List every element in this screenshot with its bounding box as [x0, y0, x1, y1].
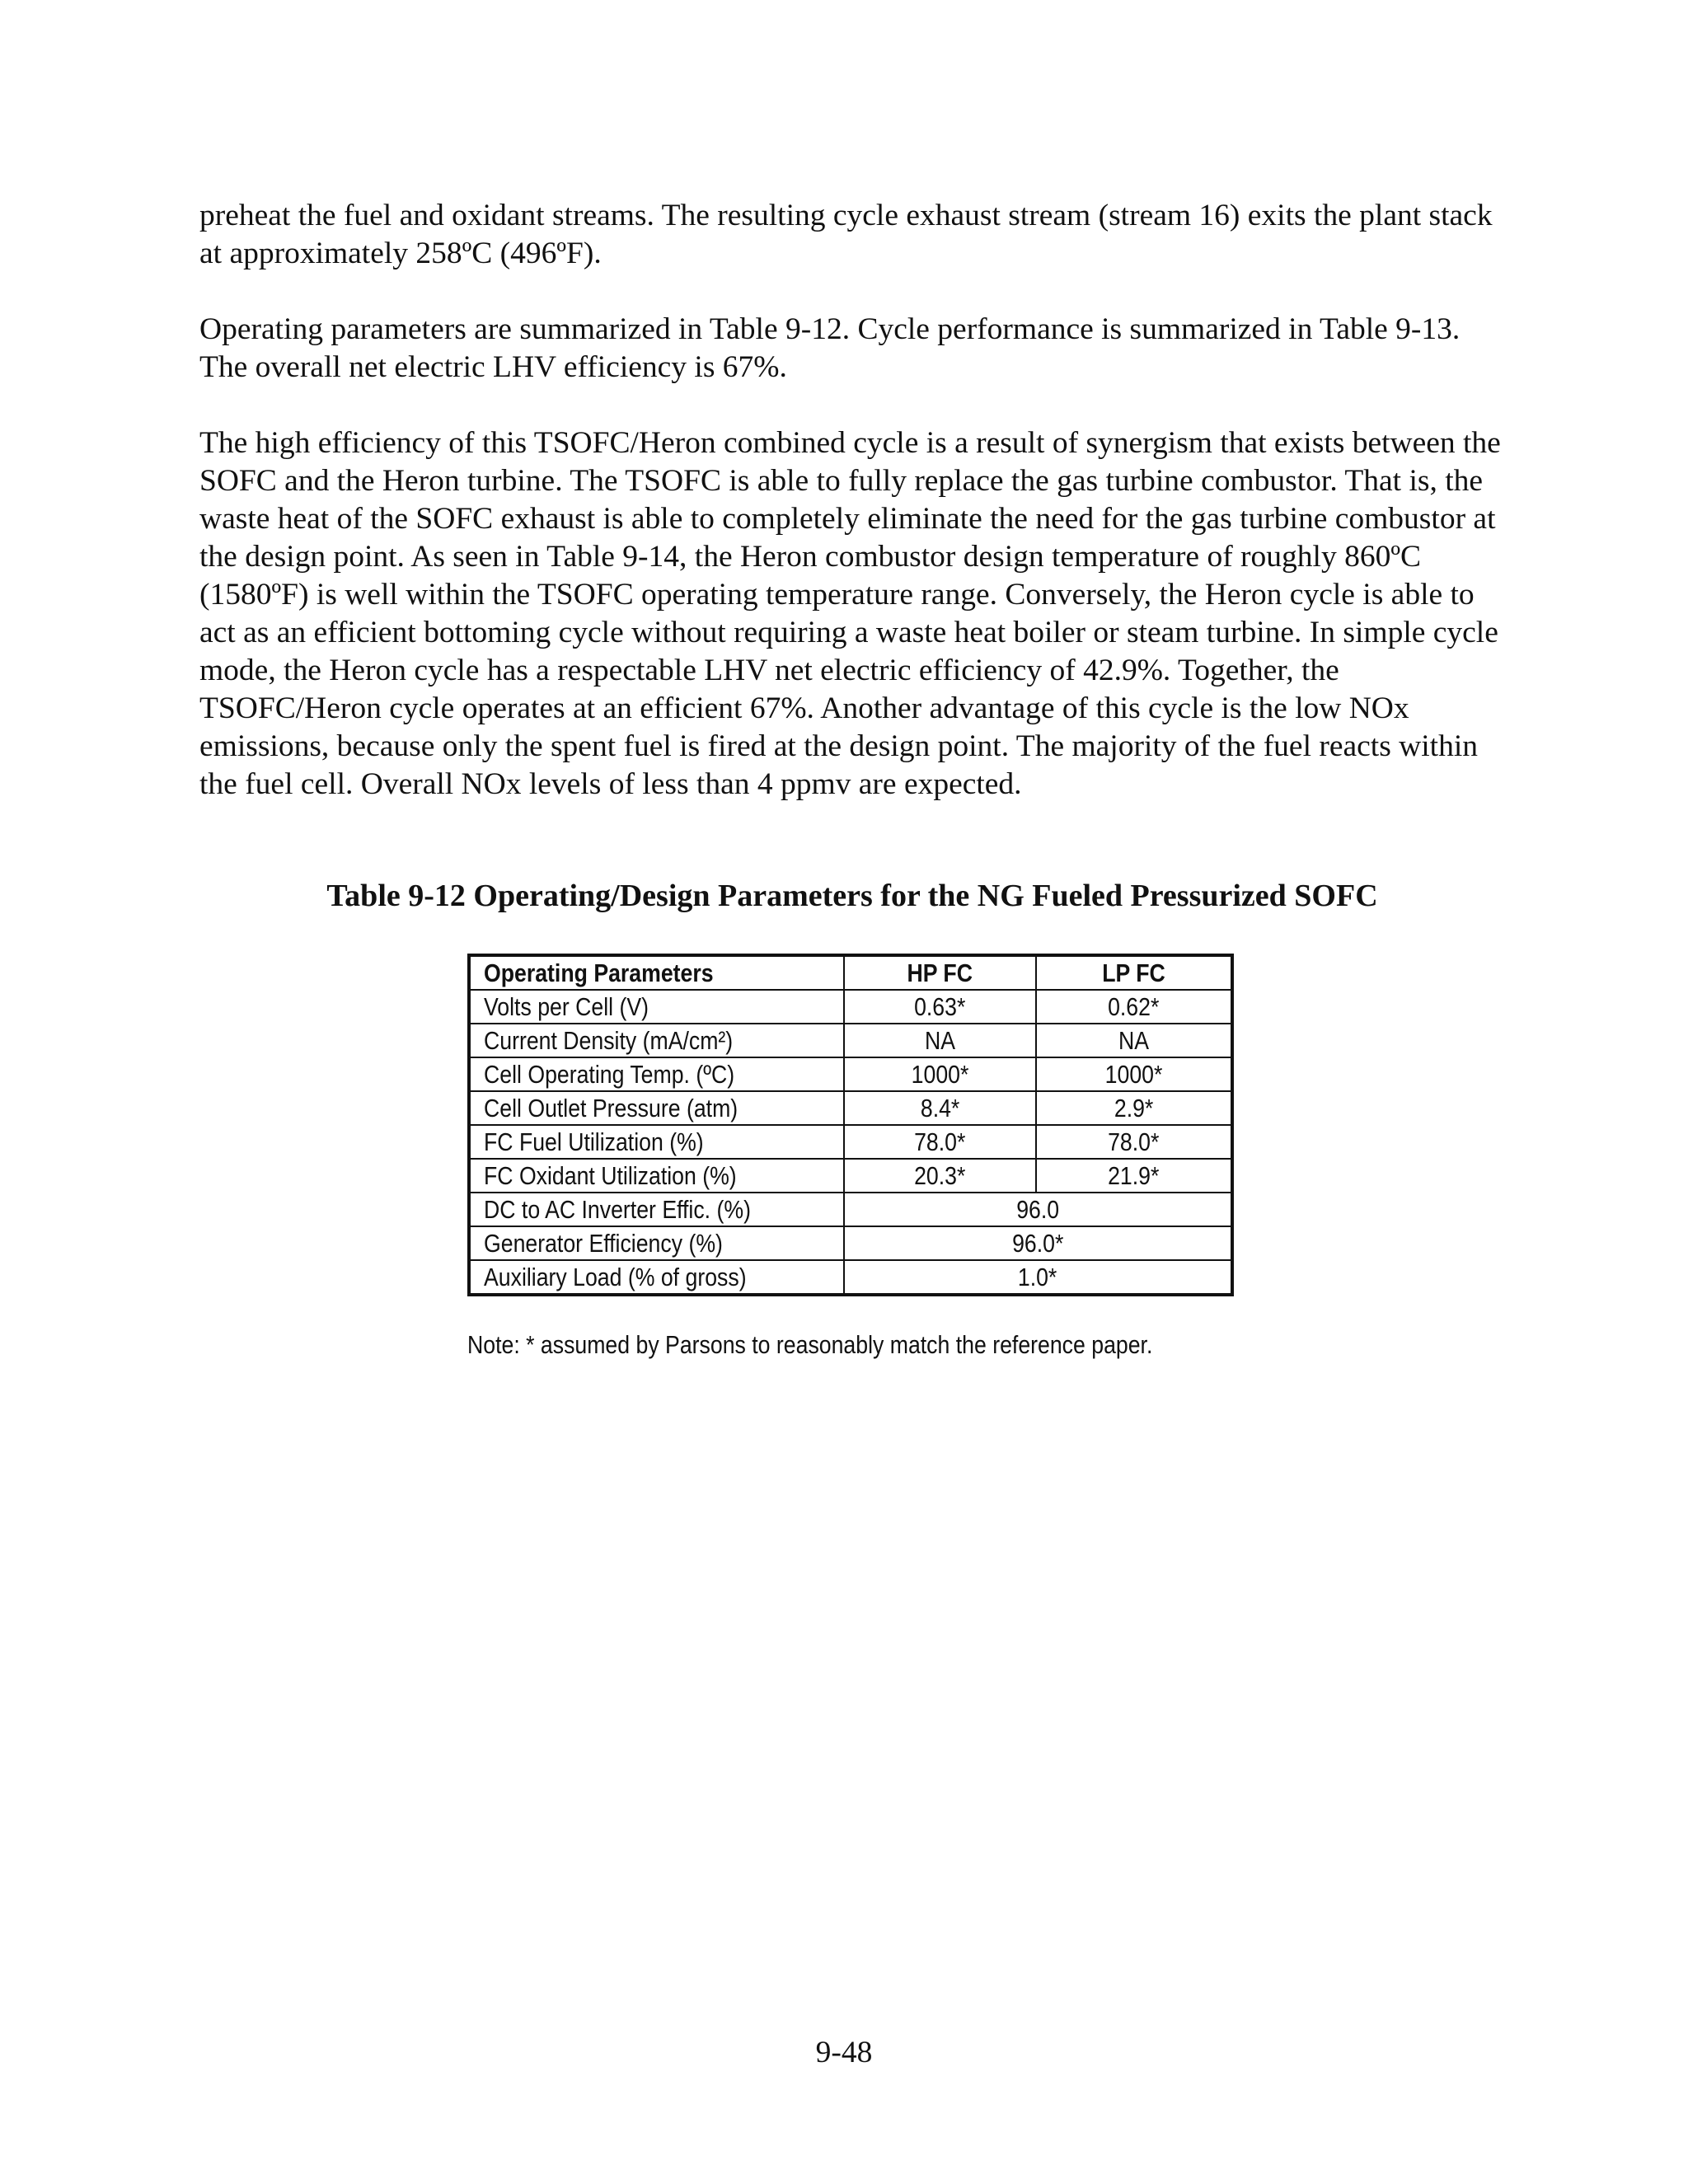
table-row [469, 990, 1232, 1024]
table-cell: 0.62* [1036, 990, 1232, 1024]
paragraph: The high efficiency of this TSOFC/Heron combined cycle is a result of synergism that exists between the SOFC and the Heron turbine. The TSOFC is able to fully replace the gas turbine combustor. That is, the waste heat of the SOFC exhaust is able to completely eliminate the need for the gas turbine combustor at the design point. As seen in Table 9-14, the Heron combustor design temperature of roughly 860ºC (1580ºF) is well within the TSOFC operating temperature range. Conversely, the Heron cycle is able to act as an efficient bottoming cycle without requiring a waste heat boiler or steam turbine. In simple cycle mode, the Heron cycle has a respectable LHV net electric efficiency of 42.9%. Together, the TSOFC/Heron cycle operates at an efficient 67%. Another advantage of this cycle is the low NOx emissions, because only the spent fuel is fired at the design point. The majority of the fuel reacts within the fuel cell. Overall NOx levels of less than 4 ppmv are expected. [199, 426, 1501, 801]
table-cell: FC Oxidant Utilization (%) [469, 1159, 844, 1193]
paragraph: Operating parameters are summarized in Table 9-12. Cycle performance is summarized in Table 9-13. The overall net electric LHV efficiency is 67%. [199, 312, 1461, 384]
table-cell: 1000* [1036, 1057, 1232, 1091]
table-cell: Cell Outlet Pressure (atm) [469, 1091, 844, 1125]
table-cell: NA [1036, 1024, 1232, 1057]
table-cell: 2.9* [1036, 1091, 1232, 1125]
table-cell: NA [844, 1024, 1036, 1057]
table-row [469, 1226, 1232, 1260]
table-cell: FC Fuel Utilization (%) [469, 1125, 844, 1159]
table-row [469, 1091, 1232, 1125]
parameters-table [467, 954, 1234, 1296]
table-cell: 78.0* [1036, 1125, 1232, 1159]
table-cell: 8.4* [844, 1091, 1036, 1125]
table-title: Table 9-12 Operating/Design Parameters for the NG Fueled Pressurized SOFC [326, 879, 1378, 913]
table-row [469, 1125, 1232, 1159]
table-row [469, 1260, 1232, 1295]
table-cell: 20.3* [844, 1159, 1036, 1193]
table-cell: 96.0 [844, 1193, 1232, 1226]
table-cell: Cell Operating Temp. (ºC) [469, 1057, 844, 1091]
table-header-row [469, 955, 1232, 990]
table-cell: Volts per Cell (V) [469, 990, 844, 1024]
page-number: 9-48 [815, 2036, 873, 2069]
table-cell: Current Density (mA/cm²) [469, 1024, 844, 1057]
table-cell: Generator Efficiency (%) [469, 1226, 844, 1260]
table-cell: DC to AC Inverter Effic. (%) [469, 1193, 844, 1226]
table-cell: 1000* [844, 1057, 1036, 1091]
table-row [469, 1193, 1232, 1226]
table-row [469, 1057, 1232, 1091]
table-cell: 96.0* [844, 1226, 1232, 1260]
table-cell: 78.0* [844, 1125, 1036, 1159]
table-cell: 0.63* [844, 990, 1036, 1024]
table-cell: 1.0* [844, 1260, 1232, 1295]
table-row [469, 1024, 1232, 1057]
table-header-cell: LP FC [1036, 955, 1232, 990]
table-cell: 21.9* [1036, 1159, 1232, 1193]
table-header-cell: HP FC [844, 955, 1036, 990]
table-cell: Auxiliary Load (% of gross) [469, 1260, 844, 1295]
table-header-cell: Operating Parameters [469, 955, 844, 990]
table-note: Note: * assumed by Parsons to reasonably match the reference paper. [467, 1330, 1153, 1359]
table-row [469, 1159, 1232, 1193]
paragraph: preheat the fuel and oxidant streams. The resulting cycle exhaust stream (stream 16) exits the plant stack at approximately 258ºC (496ºF). [199, 199, 1493, 270]
